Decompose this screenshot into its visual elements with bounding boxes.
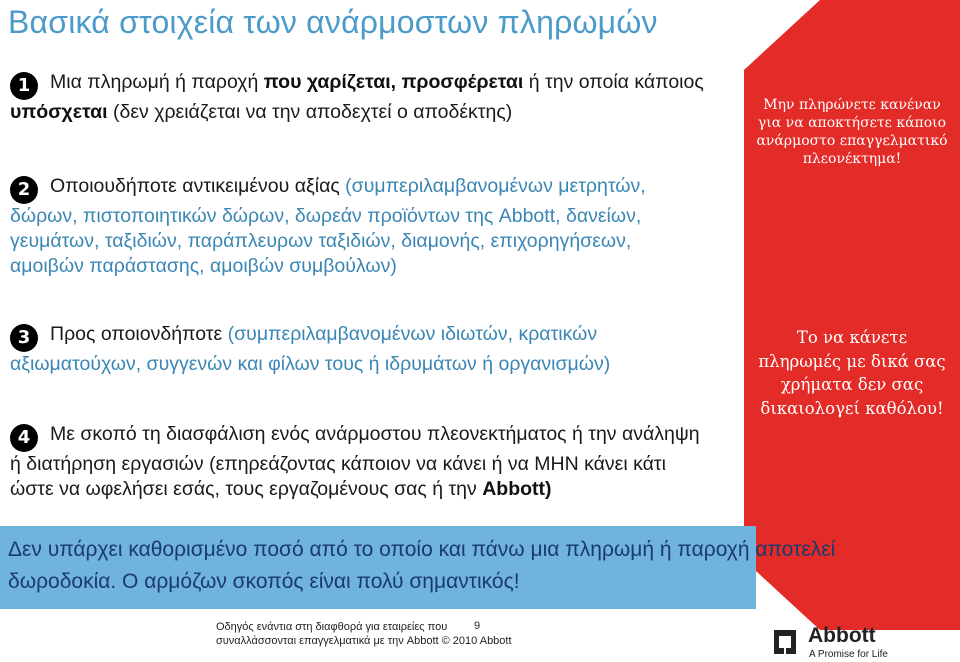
point-1-seg-1: που χαρίζεται, προσφέρεται (263, 71, 524, 93)
point-2-seg-0: Οποιουδήποτε αντικειμένου αξίας (50, 175, 346, 197)
stop-sign-message-1: Μην πληρώνετε κανέναν για να αποκτήσετε κάποιο ανάρμοστο επαγγελματικό πλεονέκτημα! (756, 97, 948, 167)
point-2 (10, 174, 710, 279)
point-number-1: 1 (10, 72, 38, 100)
point-number-2: 2 (10, 176, 38, 204)
point-4 (10, 422, 710, 502)
point-1 (10, 70, 710, 125)
logo-mark-path (774, 630, 796, 654)
point-1-seg-2: ή την οποία κάποιος (523, 71, 704, 93)
point-2-seg-2: Abbott (498, 205, 556, 227)
point-1-seg-4: (δεν χρειάζεται να την αποδεχτεί ο αποδέκτης) (107, 101, 513, 123)
abbott-logo-icon (772, 628, 798, 656)
point-number-4: 4 (10, 424, 38, 452)
point-2-seg-1: (συμπεριλαμβανομένων μετρητών, δώρων, πιστοποιητικών δώρων, δωρεάν προϊόντων της (10, 175, 646, 227)
page-number: 9 (474, 620, 481, 632)
bottom-banner (0, 520, 960, 610)
point-3-seg-1: (συμπεριλαμβανομένων ιδιωτών, κρατικών αξιωματούχων, συγγενών και φίλων τους ή ιδρυμάτων ή οργανισμών) (10, 323, 611, 375)
point-4-seg-1: Abbott) (482, 478, 552, 500)
logo-wordmark: Abbott (808, 624, 876, 647)
point-4-seg-0: Με σκοπό τη διασφάλιση ενός ανάρμοστου πλεονεκτήματος ή την ανάληψη ή διατήρηση εργασιών (επηρεάζοντας κάποιον να κάνει ή να ΜΗΝ κάνει κάτι ώστε να ωφελήσει εσάς, τους εργαζομένους σας ή την (10, 423, 700, 500)
point-3 (10, 322, 710, 377)
footer-text: Οδηγός ενάντια στη διαφθορά για εταιρείες που συναλλάσσονται επαγγελματικά με την Abbott © 2010 Abbott (216, 621, 512, 647)
point-3-seg-0: Προς οποιονδήποτε (50, 323, 228, 345)
point-number-3: 3 (10, 324, 38, 352)
point-1-seg-3: υπόσχεται (10, 101, 108, 123)
point-2-seg-3: , δανείων, γευμάτων, ταξιδιών, παράπλευρων ταξιδιών, διαμονής, επιχορηγήσεων, αμοιβών παράστασης, αμοιβών συμβούλων) (10, 205, 642, 277)
point-1-seg-0: Μια πληρωμή ή παροχή (50, 71, 264, 93)
logo-tagline: A Promise for Life (809, 649, 888, 660)
slide-title: Βασικά στοιχεία των ανάρμοστων πληρωμών (8, 4, 658, 40)
stop-sign-message-2: Το να κάνετε πληρωμές με δικά σας χρήματα δεν σας δικαιολογεί καθόλου! (758, 328, 946, 418)
abbott-logo (772, 622, 952, 662)
banner-text: Δεν υπάρχει καθορισμένο ποσό από το οποίο και πάνω μια πληρωμή ή παροχή αποτελεί δωροδοκία. Ο αρμόζων σκοπός είναι πολύ σημαντικός! (8, 538, 836, 593)
